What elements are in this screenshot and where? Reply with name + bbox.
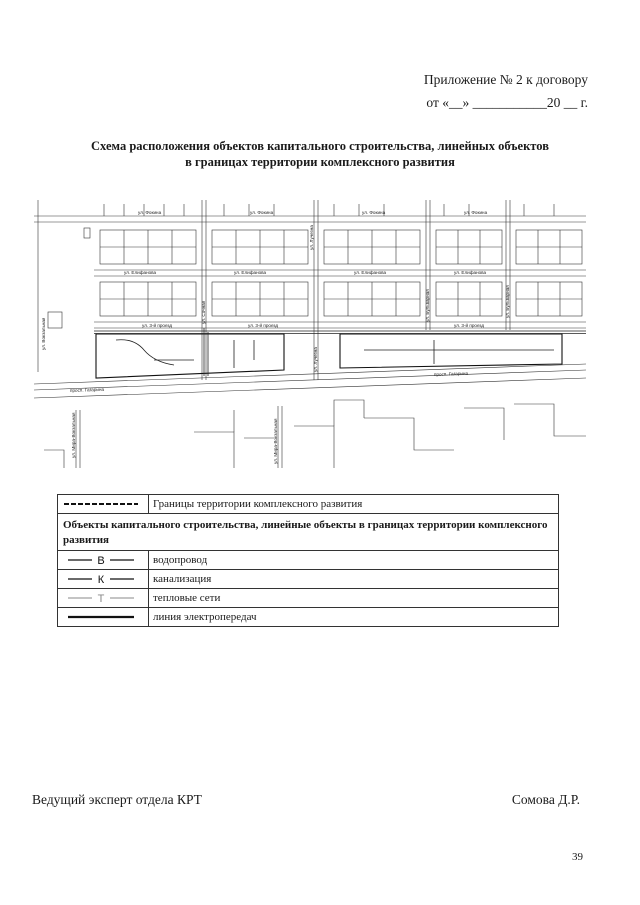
sewer-line-icon: [60, 572, 142, 586]
dashed-boundary-line-icon: [60, 497, 142, 511]
legend-symbol-heating: [58, 589, 149, 608]
map-street-label: ул. Фокина: [138, 210, 162, 215]
legend-symbol-power: [58, 608, 149, 627]
legend-letter: В: [97, 555, 105, 567]
map-street-label: ул. Фокина: [362, 210, 386, 215]
legend-letter: Т: [97, 593, 105, 605]
document-title: [30, 138, 610, 170]
map-street-label: ул. Елифанова: [234, 270, 267, 275]
map-street-label: ул. Сочная: [201, 300, 206, 324]
title-line-2: в границах территории комплексного развития: [185, 155, 455, 169]
legend-label-boundary: Границы территории комплексного развития: [149, 495, 559, 514]
map-street-label: ул. Бульварная: [425, 289, 430, 322]
legend-symbol-boundary: [58, 495, 149, 514]
signer-position: Ведущий эксперт отдела КРТ: [32, 792, 202, 807]
map-street-label: ул. Елифанова: [354, 270, 387, 275]
legend-row-heating: [58, 589, 559, 608]
legend-section-header: Объекты капитального строительства, линейные объекты в границах территории комплексного развития: [58, 514, 559, 551]
map-street-label: ул. 3-й проезд: [142, 323, 173, 328]
legend-row-power: [58, 608, 559, 627]
map-street-label: ул. Елифанова: [124, 270, 157, 275]
appendix-line-1: Приложение № 2 к договору: [423, 72, 588, 87]
legend-symbol-water: [58, 551, 149, 570]
water-pipe-line-icon: [60, 553, 142, 567]
map-street-label: ул. Бульварная: [505, 285, 510, 318]
map-street-label: просп. Гагарина: [69, 386, 105, 393]
map-street-label: ул. Фокина: [464, 210, 488, 215]
map-street-label: ул. Вокзальная: [41, 317, 46, 350]
title-line-1: Схема расположения объектов капитального строительства, линейных объектов: [91, 139, 549, 153]
legend-symbol-sewer: [58, 570, 149, 589]
site-scheme-map: [34, 200, 586, 468]
map-street-label: ул. Мира-Вокзальная: [273, 418, 278, 464]
power-line-icon: [60, 610, 142, 624]
signer-name: Сомова Д.Р.: [511, 792, 580, 807]
map-street-label: ул. Лучезна: [313, 347, 318, 372]
map-street-label: ул. Фокина: [250, 210, 274, 215]
map-street-label: ул. 3-й проезд: [248, 323, 279, 328]
legend-row-sewer: [58, 570, 559, 589]
legend-letter: К: [97, 574, 105, 586]
map-street-label: ул. Елифанова: [454, 270, 487, 275]
heating-line-icon: [60, 591, 142, 605]
map-street-label: ул. 3-й проезд: [454, 323, 485, 328]
legend-label-sewer: канализация: [149, 570, 559, 589]
legend-label-heating: тепловые сети: [149, 589, 559, 608]
legend-label-power: линия электропередач: [149, 608, 559, 627]
map-street-label: просп. Гагарина: [433, 370, 469, 377]
appendix-line-2: от «__» ___________20 __ г.: [426, 95, 588, 110]
legend-table: [57, 494, 559, 627]
legend-row-boundary: [58, 495, 559, 514]
map-street-label: ул. Лучезна: [309, 225, 314, 250]
legend-section-header-row: [58, 514, 559, 551]
appendix-header: [424, 68, 588, 114]
legend-row-water: [58, 551, 559, 570]
page-number: 39: [572, 851, 583, 863]
legend-label-water: водопровод: [149, 551, 559, 570]
map-street-label: ул. Мира-Вокзальная: [71, 412, 76, 458]
